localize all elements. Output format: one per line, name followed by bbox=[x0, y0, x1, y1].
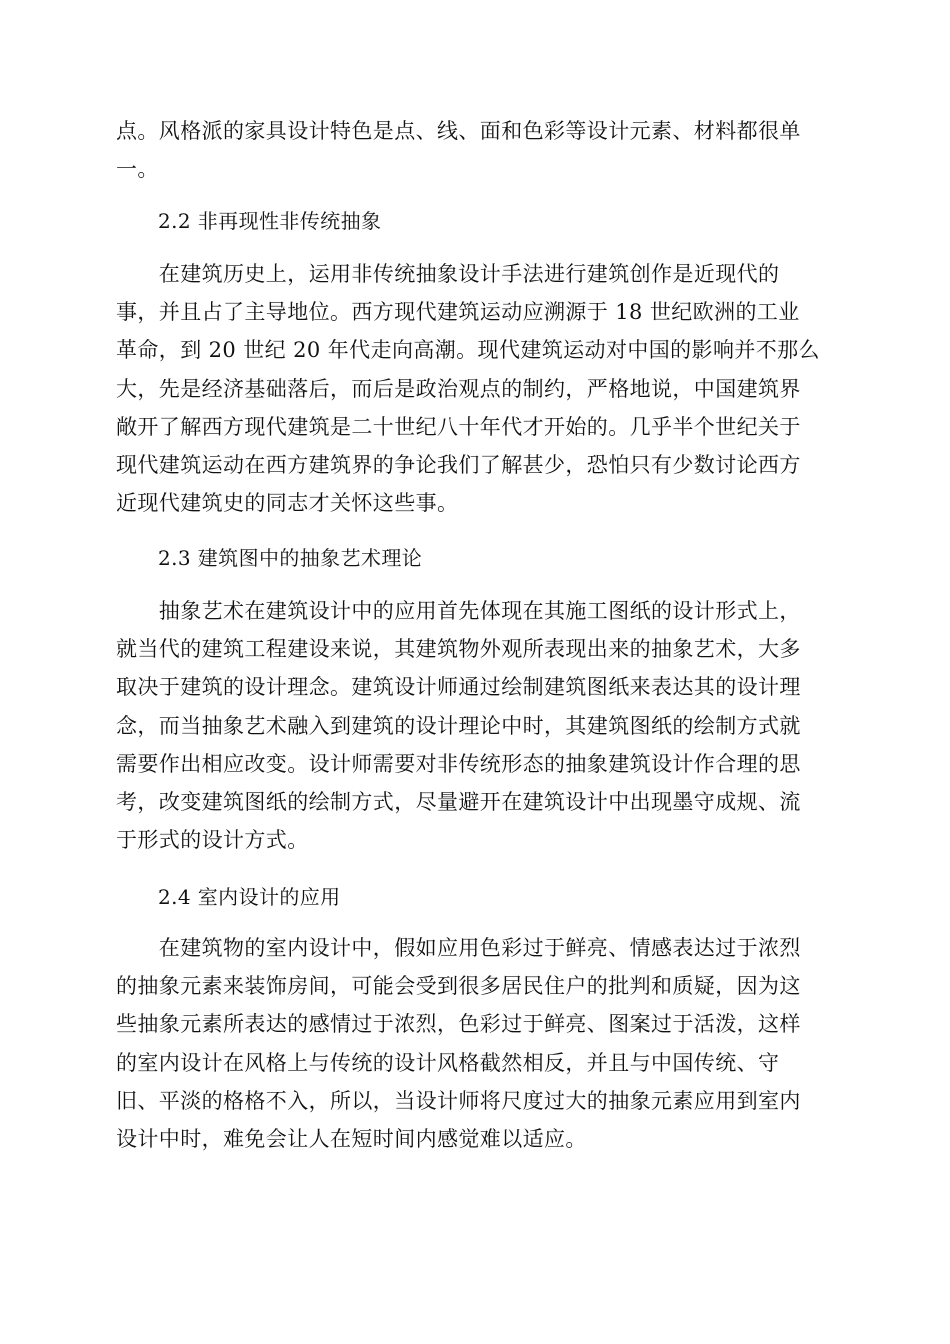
paragraph-line: 念，而当抽象艺术融入到建筑的设计理论中时，其建筑图纸的绘制方式就 bbox=[116, 713, 801, 738]
paragraph-line: 点。风格派的家具设计特色是点、线、面和色彩等设计元素、材料都很单 bbox=[116, 119, 801, 143]
paragraph-line: 旧、平淡的格格不入，所以，当设计师将尺度过大的抽象元素应用到室内 bbox=[116, 1088, 801, 1113]
paragraph-line: 的抽象元素来装饰房间，可能会受到很多居民住户的批判和质疑，因为这 bbox=[116, 974, 801, 999]
paragraph-line: 现代建筑运动在西方建筑界的争论我们了解甚少，恐怕只有少数讨论西方 bbox=[116, 453, 801, 478]
section-2-4-paragraph bbox=[116, 929, 838, 1158]
paragraph-line: 设计中时，难免会让人在短时间内感觉难以适应。 bbox=[116, 1127, 587, 1152]
paragraph-line: 事，并且占了主导地位。西方现代建筑运动应溯源于 18 世纪欧洲的工业 bbox=[116, 300, 800, 325]
section-heading-2-2: 2.2 非再现性非传统抽象 bbox=[158, 209, 382, 233]
paragraph-line: 的室内设计在风格上与传统的设计风格截然相反，并且与中国传统、守 bbox=[116, 1050, 780, 1075]
paragraph-line: 近现代建筑史的同志才关怀这些事。 bbox=[116, 491, 459, 516]
intro-paragraph bbox=[116, 112, 838, 188]
paragraph-line: 大，先是经济基础落后，而后是政治观点的制约，严格地说，中国建筑界 bbox=[116, 376, 801, 401]
paragraph-line: 抽象艺术在建筑设计中的应用首先体现在其施工图纸的设计形式上， bbox=[116, 599, 801, 623]
section-heading-2-4: 2.4 室内设计的应用 bbox=[158, 885, 341, 909]
paragraph-line: 考，改变建筑图纸的绘制方式，尽量避开在建筑设计中出现墨守成规、流 bbox=[116, 790, 801, 815]
paragraph-line: 一。 bbox=[116, 157, 159, 182]
paragraph-line: 革命，到 20 世纪 20 年代走向高潮。现代建筑运动对中国的影响并不那么 bbox=[116, 338, 820, 363]
paragraph-line: 在建筑历史上，运用非传统抽象设计手法进行建筑创作是近现代的 bbox=[116, 262, 780, 286]
paragraph-line: 些抽象元素所表达的感情过于浓烈，色彩过于鲜亮、图案过于活泼，这样 bbox=[116, 1012, 801, 1037]
paragraph-line: 取决于建筑的设计理念。建筑设计师通过绘制建筑图纸来表达其的设计理 bbox=[116, 675, 801, 700]
paragraph-line: 敞开了解西方现代建筑是二十世纪八十年代才开始的。几乎半个世纪关于 bbox=[116, 414, 801, 439]
paragraph-line: 就当代的建筑工程建设来说，其建筑物外观所表现出来的抽象艺术，大多 bbox=[116, 637, 801, 662]
paragraph-line: 在建筑物的室内设计中，假如应用色彩过于鲜亮、情感表达过于浓烈 bbox=[116, 936, 801, 960]
section-heading-2-3: 2.3 建筑图中的抽象艺术理论 bbox=[158, 546, 423, 570]
paragraph-line: 于形式的设计方式。 bbox=[116, 828, 309, 853]
section-2-2-paragraph bbox=[116, 255, 838, 522]
section-2-3-paragraph bbox=[116, 592, 838, 859]
paragraph-line: 需要作出相应改变。设计师需要对非传统形态的抽象建筑设计作合理的思 bbox=[116, 751, 801, 776]
